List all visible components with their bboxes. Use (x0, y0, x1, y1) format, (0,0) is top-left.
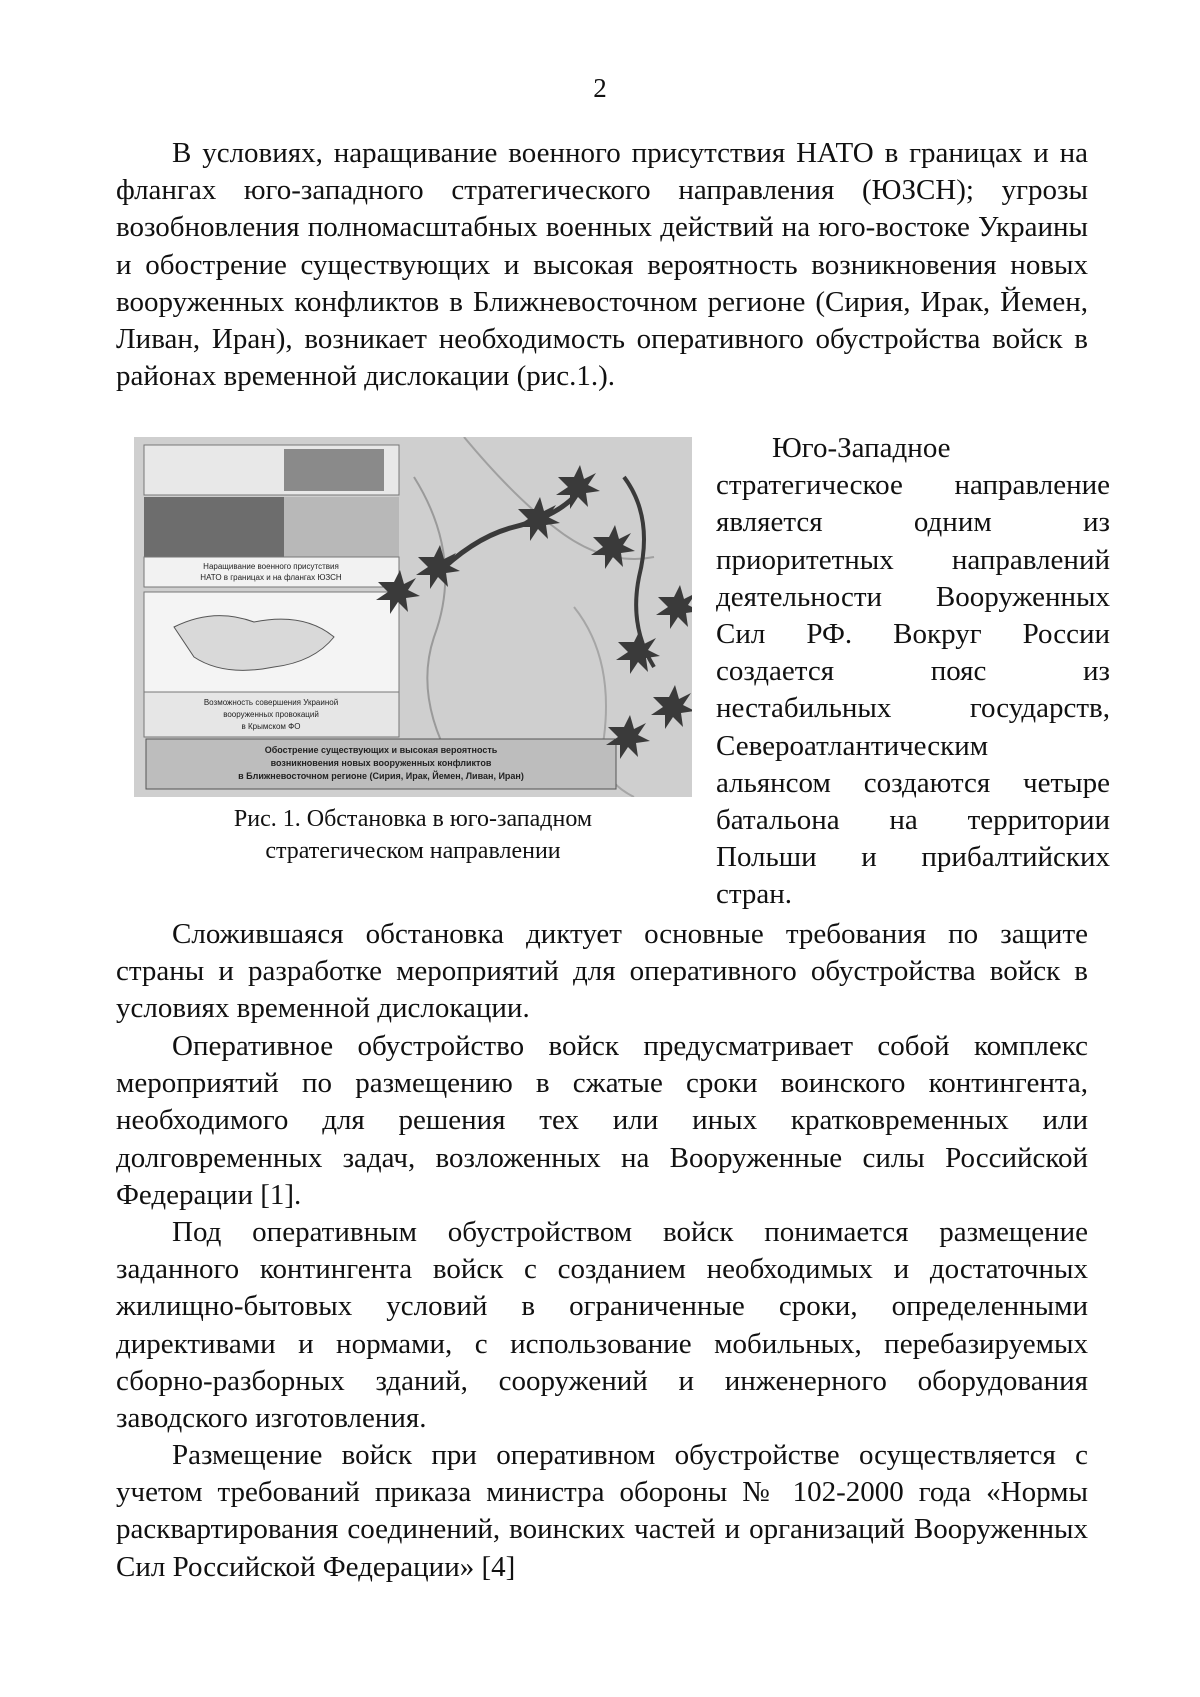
panel-label-3-line3: в Ближневосточном регионе (Сирия, Ирак, Йемен, Ливан, Иран) (238, 771, 524, 781)
panel-label-2-line1: Возможность совершения Украиной (203, 698, 339, 707)
panel-label-2-line3: в Крымском ФО (241, 722, 301, 731)
paragraph-situation: Сложившаяся обстановка диктует основные требования по защите страны и разработке мероприятий для оперативного обустройства войск в условиях временной дислокации. (116, 918, 1088, 1025)
photo-panel-2 (144, 497, 284, 557)
panel-label-3-line2: возникновения новых вооруженных конфликтов (270, 758, 492, 768)
figure-caption-line1: Рис. 1. Обстановка в юго-западном (233, 806, 593, 832)
figure-map (134, 437, 692, 797)
paragraph-placement: Размещение войск при оперативном обустройстве осуществляется с учетом требований приказа министра обороны № 102-2000 года «Нормы расквартирования соединений, воинских частей и организаций Вооруженных Сил Российской Федерации» [4] (116, 1439, 1088, 1583)
paragraph-intro: В условиях, наращивание военного присутствия НАТО в границах и на флангах юго-западного стратегического направления (ЮЗСН); угрозы возобновления полномасштабных военных действий на юго-востоке Украины и обострение существующих и высокая вероятность возникновения новых вооруженных конфликтов в Ближневосточном регионе (Сирия, Ирак, Йемен, Ливан, Иран), возникает необходимость оперативного обустройства войск в районах временной дислокации (рис.1.). (116, 137, 1088, 393)
panel-label-2-line2: вооруженных провокаций (223, 710, 319, 719)
paragraph-definition: Под оперативным обустройством войск понимается размещение заданного контингента войск с созданием необходимых и достаточных жилищно-бытовых условий в ограниченные сроки, определенными директивами и нормами, с использование мобильных, перебазируемых сборно-разборных зданий, сооружений и инженерного оборудования заводского изготовления. (116, 1216, 1088, 1435)
figure-caption-line2: стратегическом направлении (265, 838, 561, 864)
figure-caption (134, 803, 692, 867)
panel-label-3-line1: Обострение существующих и высокая вероятность (264, 745, 498, 755)
page-number: 2 (593, 73, 607, 103)
panel-label-1-line2: НАТО в границах и на флангах ЮЗСН (200, 573, 342, 582)
paragraph-side: Юго-Западное стратегическое направление является одним из приоритетных направлений деятельности Вооруженных Сил РФ. Вокруг России создается пояс из нестабильных государств, Североатлантическим альянсом создаются четыре батальона на территории Польши и прибалтийских стран. (716, 432, 1110, 911)
paragraph-operational: Оперативное обустройство войск предусматривает собой комплекс мероприятий по размещению в сжатые сроки воинского контингента, необходимого для решения тех или иных кратковременных или долговременных задач, возложенных на Вооруженные силы Российской Федерации [1]. (116, 1030, 1088, 1211)
panel-label-1-line1: Наращивание военного присутствия (203, 562, 339, 571)
map-illustration (134, 437, 692, 797)
